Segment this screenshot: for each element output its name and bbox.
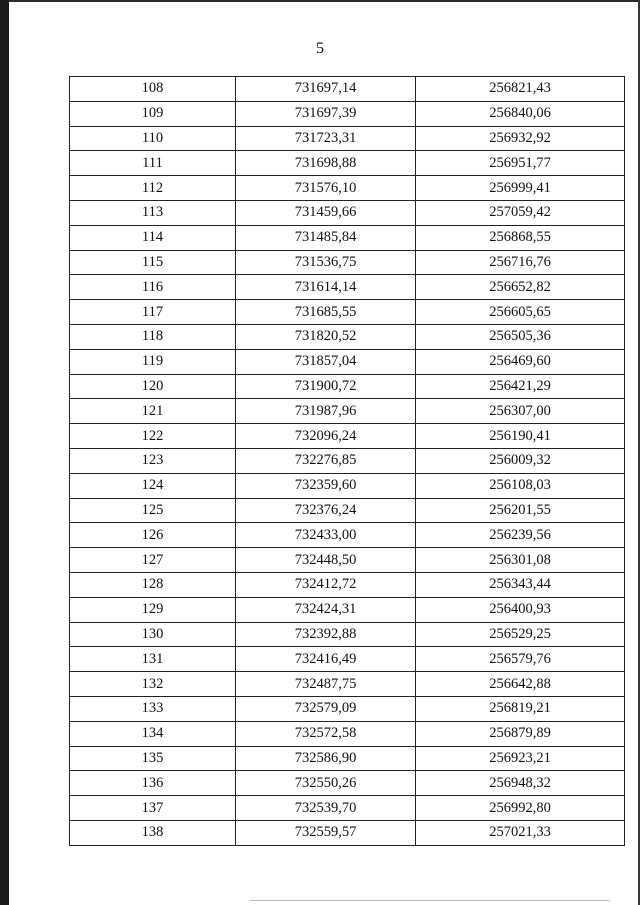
x-coordinate-cell: 731685,55 [236,300,416,325]
table-row [70,374,625,399]
table-row [70,647,625,672]
point-number-cell: 112 [70,176,236,201]
x-coordinate-cell: 732539,70 [236,796,416,821]
x-coordinate-cell: 731723,31 [236,126,416,151]
x-coordinate-cell: 732416,49 [236,647,416,672]
y-coordinate-cell: 256108,03 [416,473,625,498]
y-coordinate-cell: 256307,00 [416,399,625,424]
x-coordinate-cell: 732433,00 [236,523,416,548]
y-coordinate-cell: 256840,06 [416,101,625,126]
x-coordinate-cell: 732586,90 [236,746,416,771]
y-coordinate-cell: 257021,33 [416,820,625,845]
point-number-cell: 133 [70,696,236,721]
x-coordinate-cell: 732487,75 [236,672,416,697]
point-number-cell: 123 [70,448,236,473]
coordinates-table [69,76,625,846]
scan-border-top [0,0,640,2]
x-coordinate-cell: 731987,96 [236,399,416,424]
x-coordinate-cell: 732359,60 [236,473,416,498]
y-coordinate-cell: 256642,88 [416,672,625,697]
table-row [70,300,625,325]
coordinates-table-body [70,77,625,846]
x-coordinate-cell: 732412,72 [236,572,416,597]
y-coordinate-cell: 256948,32 [416,771,625,796]
table-row [70,349,625,374]
table-row [70,101,625,126]
x-coordinate-cell: 731697,39 [236,101,416,126]
table-row [70,250,625,275]
point-number-cell: 135 [70,746,236,771]
point-number-cell: 137 [70,796,236,821]
table-row [70,324,625,349]
y-coordinate-cell: 256999,41 [416,176,625,201]
table-row [70,498,625,523]
point-number-cell: 138 [70,820,236,845]
point-number-cell: 121 [70,399,236,424]
y-coordinate-cell: 256469,60 [416,349,625,374]
table-row [70,622,625,647]
x-coordinate-cell: 731614,14 [236,275,416,300]
y-coordinate-cell: 256505,36 [416,324,625,349]
point-number-cell: 124 [70,473,236,498]
x-coordinate-cell: 731698,88 [236,151,416,176]
x-coordinate-cell: 732276,85 [236,448,416,473]
y-coordinate-cell: 256579,76 [416,647,625,672]
y-coordinate-cell: 256716,76 [416,250,625,275]
point-number-cell: 115 [70,250,236,275]
table-row [70,523,625,548]
point-number-cell: 122 [70,424,236,449]
point-number-cell: 131 [70,647,236,672]
point-number-cell: 134 [70,721,236,746]
table-row [70,796,625,821]
y-coordinate-cell: 256301,08 [416,548,625,573]
point-number-cell: 118 [70,324,236,349]
table-row [70,225,625,250]
x-coordinate-cell: 731857,04 [236,349,416,374]
x-coordinate-cell: 731485,84 [236,225,416,250]
table-row [70,548,625,573]
y-coordinate-cell: 256421,29 [416,374,625,399]
table-row [70,820,625,845]
point-number-cell: 110 [70,126,236,151]
table-row [70,597,625,622]
table-row [70,399,625,424]
y-coordinate-cell: 256819,21 [416,696,625,721]
table-row [70,151,625,176]
table-row [70,746,625,771]
point-number-cell: 116 [70,275,236,300]
x-coordinate-cell: 732572,58 [236,721,416,746]
x-coordinate-cell: 732424,31 [236,597,416,622]
x-coordinate-cell: 732448,50 [236,548,416,573]
y-coordinate-cell: 256400,93 [416,597,625,622]
y-coordinate-cell: 256343,44 [416,572,625,597]
x-coordinate-cell: 732579,09 [236,696,416,721]
x-coordinate-cell: 732550,26 [236,771,416,796]
point-number-cell: 127 [70,548,236,573]
y-coordinate-cell: 256652,82 [416,275,625,300]
table-row [70,77,625,102]
table-row [70,473,625,498]
y-coordinate-cell: 256992,80 [416,796,625,821]
table-row [70,176,625,201]
table-row [70,126,625,151]
y-coordinate-cell: 256879,89 [416,721,625,746]
table-row [70,200,625,225]
y-coordinate-cell: 256009,32 [416,448,625,473]
y-coordinate-cell: 256951,77 [416,151,625,176]
point-number-cell: 108 [70,77,236,102]
x-coordinate-cell: 732559,57 [236,820,416,845]
point-number-cell: 128 [70,572,236,597]
table-row [70,696,625,721]
point-number-cell: 126 [70,523,236,548]
y-coordinate-cell: 257059,42 [416,200,625,225]
point-number-cell: 109 [70,101,236,126]
x-coordinate-cell: 731459,66 [236,200,416,225]
table-row [70,572,625,597]
y-coordinate-cell: 256190,41 [416,424,625,449]
x-coordinate-cell: 731536,75 [236,250,416,275]
table-row [70,721,625,746]
y-coordinate-cell: 256821,43 [416,77,625,102]
point-number-cell: 114 [70,225,236,250]
point-number-cell: 132 [70,672,236,697]
point-number-cell: 120 [70,374,236,399]
table-row [70,275,625,300]
x-coordinate-cell: 732376,24 [236,498,416,523]
y-coordinate-cell: 256529,25 [416,622,625,647]
point-number-cell: 136 [70,771,236,796]
scan-mark-bottom [250,900,610,901]
y-coordinate-cell: 256605,65 [416,300,625,325]
y-coordinate-cell: 256868,55 [416,225,625,250]
point-number-cell: 111 [70,151,236,176]
point-number-cell: 129 [70,597,236,622]
x-coordinate-cell: 731697,14 [236,77,416,102]
scan-border-left [0,0,9,905]
point-number-cell: 113 [70,200,236,225]
table-row [70,424,625,449]
x-coordinate-cell: 731900,72 [236,374,416,399]
y-coordinate-cell: 256239,56 [416,523,625,548]
point-number-cell: 125 [70,498,236,523]
x-coordinate-cell: 731820,52 [236,324,416,349]
x-coordinate-cell: 731576,10 [236,176,416,201]
x-coordinate-cell: 732392,88 [236,622,416,647]
y-coordinate-cell: 256932,92 [416,126,625,151]
point-number-cell: 117 [70,300,236,325]
table-row [70,672,625,697]
y-coordinate-cell: 256201,55 [416,498,625,523]
page-number: 5 [316,40,324,57]
table-row [70,771,625,796]
x-coordinate-cell: 732096,24 [236,424,416,449]
point-number-cell: 119 [70,349,236,374]
y-coordinate-cell: 256923,21 [416,746,625,771]
table-row [70,448,625,473]
point-number-cell: 130 [70,622,236,647]
